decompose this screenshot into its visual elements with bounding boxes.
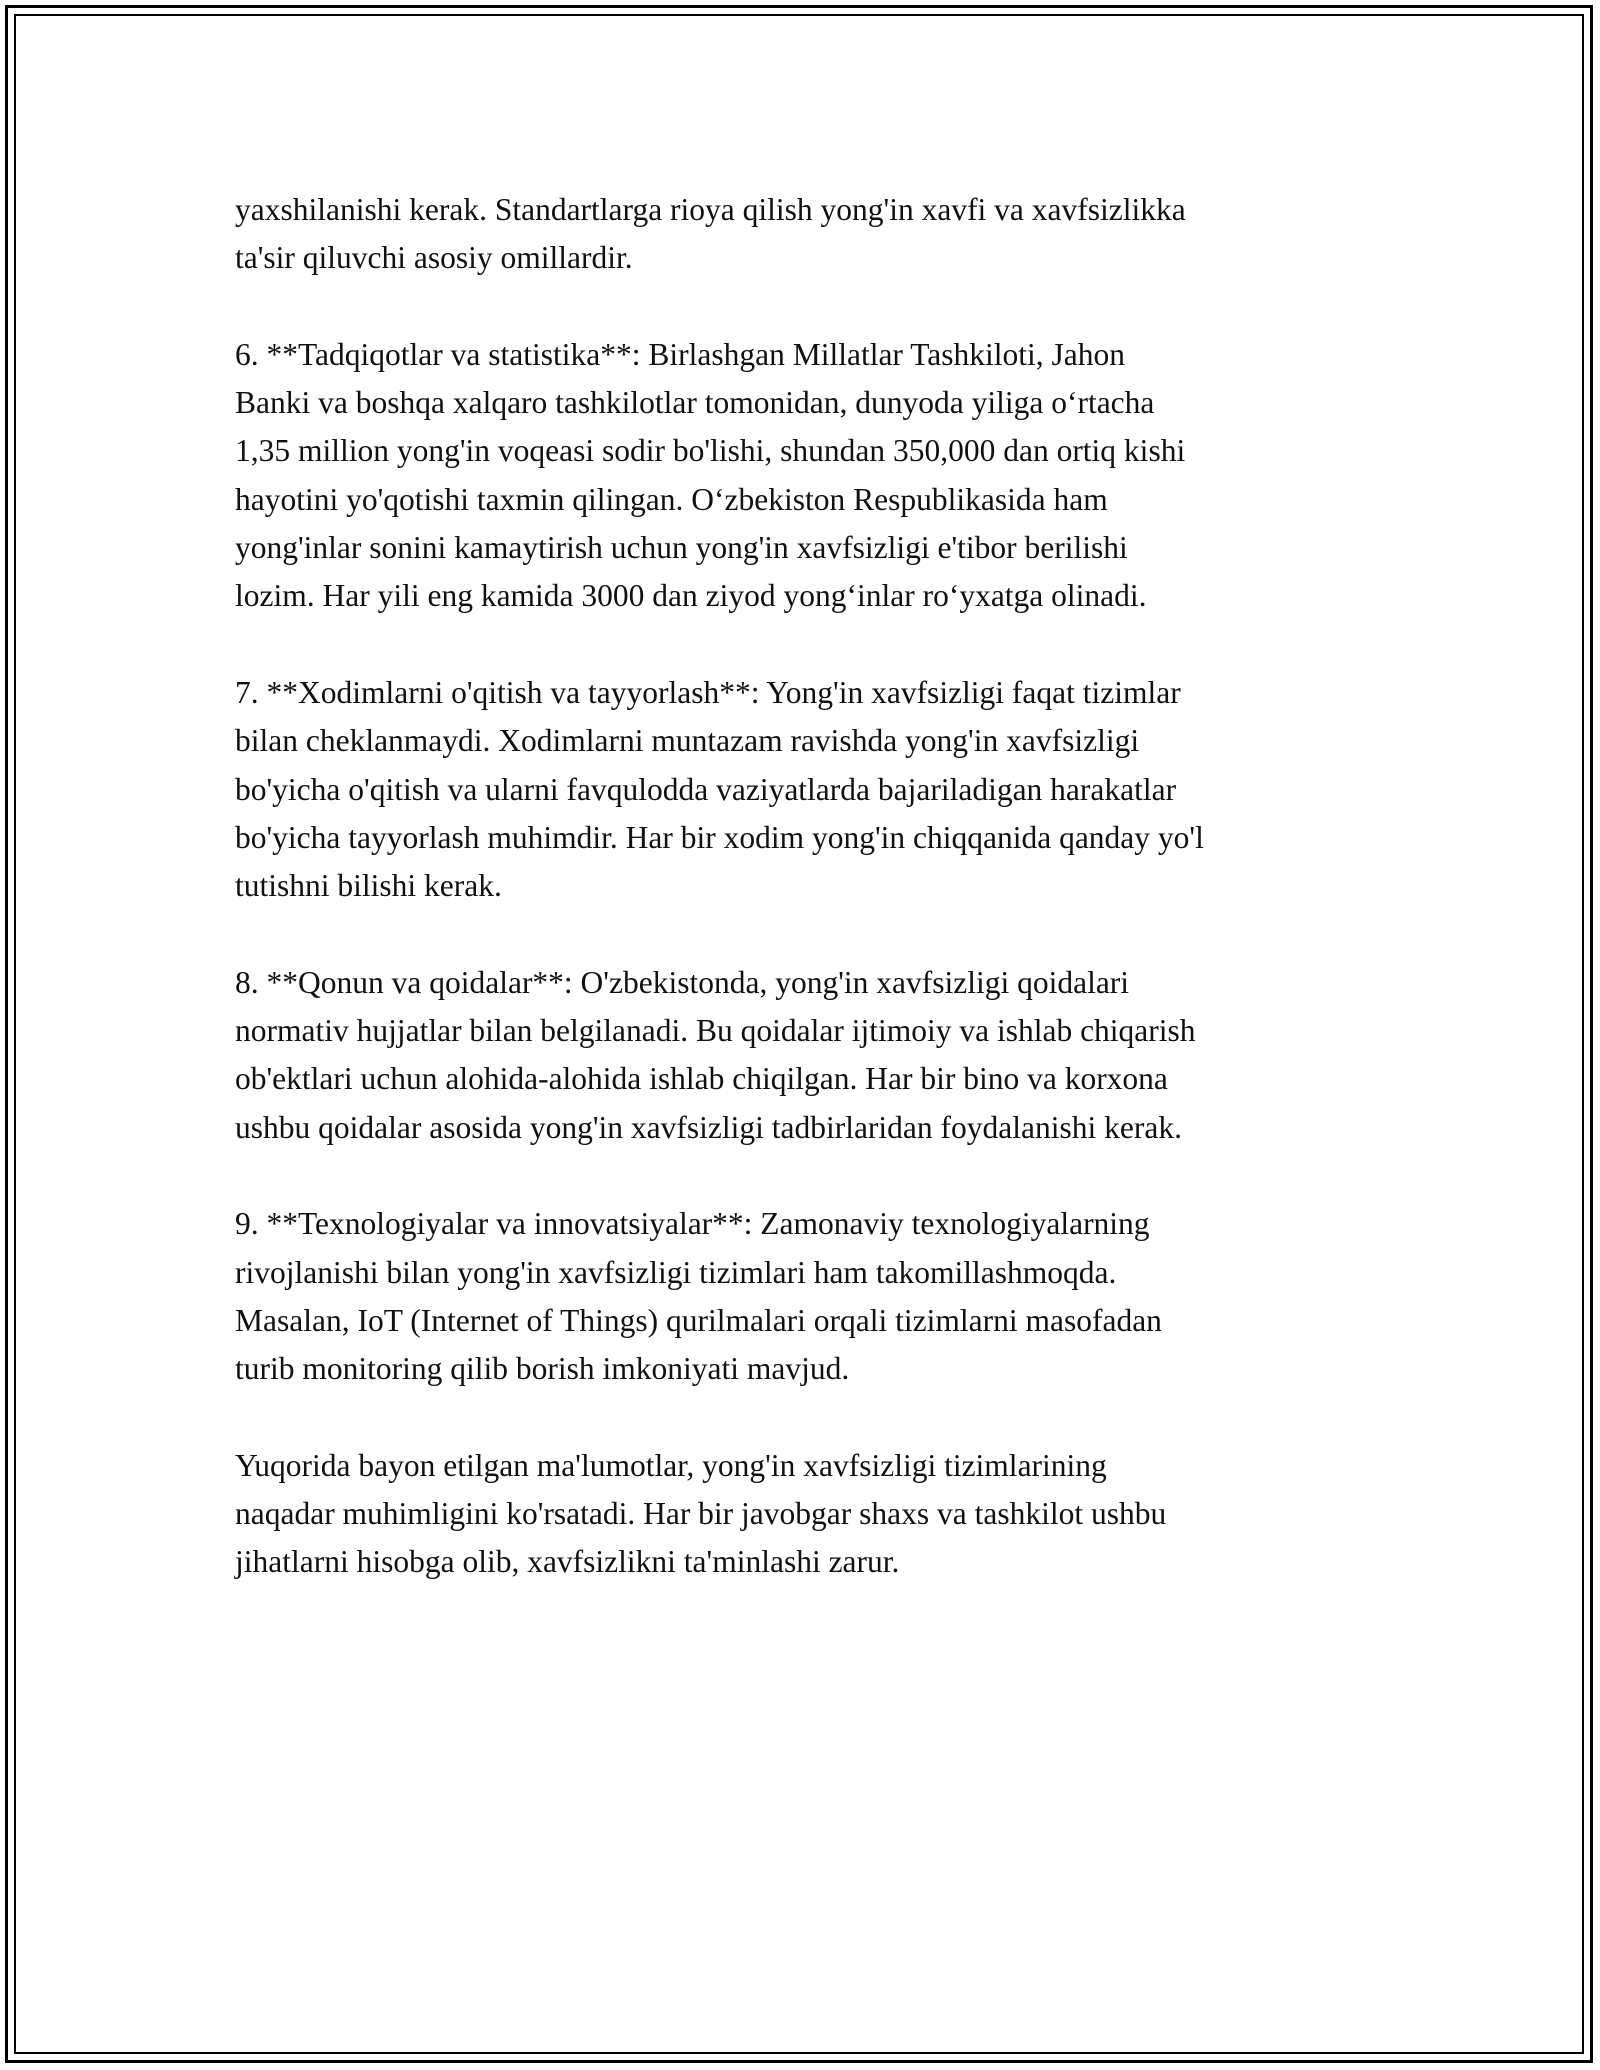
paragraph-research-statistics: 6. **Tadqiqotlar va statistika**: Birlashgan Millatlar Tashkiloti, Jahon Banki va boshqa xalqaro tashkilotlar tomonidan, dunyoda yiliga o‘rtacha 1,35 million yong'in voqeasi sodir bo'lishi, shundan 350,000 dan ortiq kishi hayotini yo'qotishi taxmin qilingan. O‘zbekiston Respublikasida ham yong'inlar sonini kamaytirish uchun yong'in xavfsizligi e'tibor berilishi lozim. Har yili eng kamida 3000 dan ziyod yong‘inlar ro‘yxatga olinadi. (235, 336, 1186, 614)
paragraph-technology-innovation: 9. **Texnologiyalar va innovatsiyalar**: Zamonaviy texnologiyalarning rivojlanishi bilan yong'in xavfsizligi tizimlari ham takomillashmoqda. Masalan, IoT (Internet of Things) qurilmalari orqali tizimlarni masofadan turib monitoring qilib borish imkoniyati mavjud. (235, 1206, 1162, 1387)
paragraph-conclusion: Yuqorida bayon etilgan ma'lumotlar, yong'in xavfsizligi tizimlarining naqadar muhimligini ko'rsatadi. Har bir javobgar shaxs va tashkilot ushbu jihatlarni hisobga olib, xavfsizlikni ta'minlashi zarur. (235, 1447, 1167, 1580)
document-body (235, 186, 1385, 1635)
paragraph-laws-regulations: 8. **Qonun va qoidalar**: O'zbekistonda, yong'in xavfsizligi qoidalari normativ hujjatlar bilan belgilanadi. Bu qoidalar ijtimoiy va ishlab chiqarish ob'ektlari uchun alohida-alohida ishlab chiqilgan. Har bir bino va korxona ushbu qoidalar asosida yong'in xavfsizligi tadbirlaridan foydalanishi kerak. (235, 964, 1196, 1145)
paragraph-standards-continuation: yaxshilanishi kerak. Standartlarga rioya qilish yong'in xavfi va xavfsizlikka ta'sir qiluvchi asosiy omillardir. (235, 192, 1186, 276)
paragraph-staff-training: 7. **Xodimlarni o'qitish va tayyorlash**: Yong'in xavfsizligi faqat tizimlar bilan cheklanmaydi. Xodimlarni muntazam ravishda yong'in xavfsizligi bo'yicha o'qitish va ularni favqulodda vaziyatlarda bajariladigan harakatlar bo'yicha tayyorlash muhimdir. Har bir xodim yong'in chiqqanida qanday yo'l tutishni bilishi kerak. (235, 674, 1204, 904)
